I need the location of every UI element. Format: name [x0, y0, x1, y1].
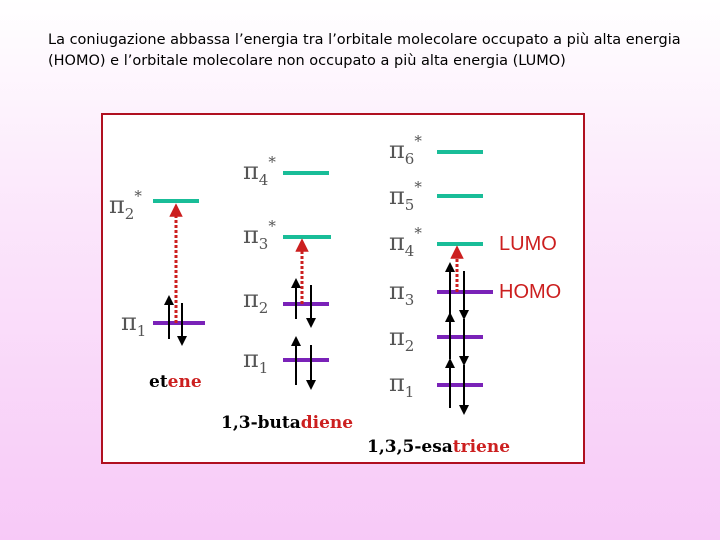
ethene-column: [109, 187, 205, 392]
butadiene-pi3-star-label: $\pi_3^*$: [243, 217, 276, 253]
hexatriene-pi1-label: $\pi_1$: [389, 369, 415, 401]
hexatriene-pi6-star-label: $\pi_6^*$: [389, 132, 422, 168]
hexatriene-column: [367, 132, 510, 457]
ethene-name: etene: [149, 372, 202, 392]
hexatriene-pi3-label: $\pi_3$: [389, 277, 415, 309]
mo-diagram-panel: [101, 113, 585, 464]
lumo-tag: LUMO: [499, 233, 557, 255]
ethene-pi2-star-label: $\pi_2^*$: [109, 187, 142, 223]
hexatriene-name: 1,3,5-esatriene: [367, 437, 511, 457]
butadiene-pi1-label: $\pi_1$: [243, 345, 269, 377]
slide-caption: La coniugazione abbassa l’energia tra l’orbitale molecolare occupato a più alta energia (HOMO) e l’orbitale molecolare non occupato a più alta energia (LUMO): [48, 32, 681, 69]
homo-tag: HOMO: [499, 281, 562, 303]
hexatriene-pi2-label: $\pi_2$: [389, 323, 415, 355]
hexatriene-pi5-star-label: $\pi_5^*$: [389, 178, 422, 214]
butadiene-column: [221, 153, 353, 433]
mo-energy-diagram: [103, 115, 583, 462]
butadiene-pi4-star-label: $\pi_4^*$: [243, 153, 276, 189]
hexatriene-pi4-star-label: $\pi_4^*$: [389, 224, 422, 260]
ethene-pi1-label: $\pi_1$: [121, 308, 147, 340]
butadiene-name: 1,3-butadiene: [221, 413, 354, 433]
butadiene-pi2-label: $\pi_2$: [243, 285, 269, 317]
